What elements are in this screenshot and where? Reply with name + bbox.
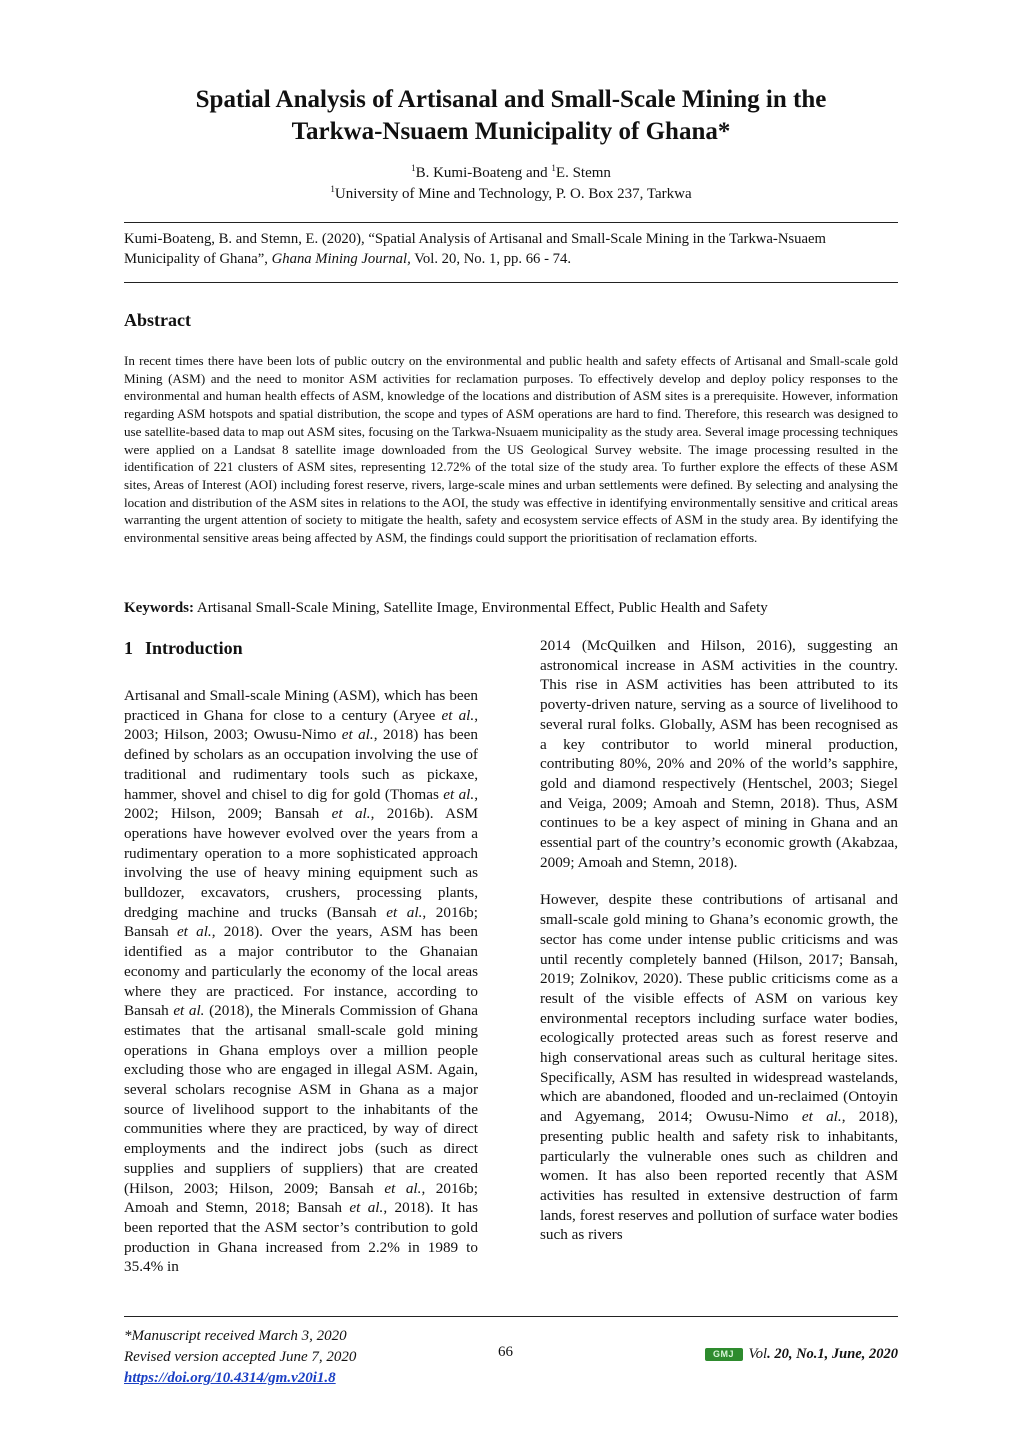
intro-paragraph-1: [124, 686, 478, 1277]
affiliation: University of Mine and Technology, P. O. Box 237, Tarkwa: [334, 186, 692, 202]
footer-divider: [124, 1316, 898, 1317]
citation-text: Kumi-Boateng, B. and Stemn, E. (2020), “Spatial Analysis of Artisanal and Small-Scale Mining in the Tarkwa-Nsuaem Municipality of Ghana”,: [124, 231, 826, 267]
intro-paragraph-3: [540, 890, 898, 1245]
italic-run: et al.: [341, 726, 374, 744]
author-block: [124, 163, 898, 205]
citation-journal: Ghana Mining Journal,: [271, 250, 411, 267]
text-run: , 2018), presenting public health and safety risk to inhabitants, particularly the vulnerable ones such as children and women. It has also been reported recently that ASM activities has resulted in extensive destruction of farm lands, forest reserves and pollution of surface water bodies such as rivers: [540, 1108, 898, 1244]
text-run: Artisanal and Small-scale Mining (ASM), which has been practiced in Ghana for close to a century (Aryee: [124, 687, 478, 724]
abstract-body: In recent times there have been lots of public outcry on the environmental and public health and safety effects of Artisanal and Small-scale gold Mining (ASM) and the need to monitor ASM activities for reclamation purposes. To effectively develop and deploy policy responses to the environmental and human health effects of ASM, knowledge of the locations and distribution of ASM sites is a prerequisite. However, information regarding ASM hotspots and spatial distribution, the scope and types of ASM operations are hard to find. Therefore, this research was designed to use satellite-based data to map out ASM sites, focusing on the Tarkwa-Nsuaem municipality as the study area. Several image processing techniques were applied on a Landsat 8 satellite image downloaded from the US Geological Survey website. The image processing resulted in the identification of 221 clusters of ASM sites, representing 12.72% of the total size of the study area. To further explore the effects of these ASM sites, Areas of Interest (AOI) including forest reserve, rivers, large-scale mines and urban settlements were defined. By selecting and analysing the location and distribution of the ASM sites in relations to the AOI, the study was effective in identifying environmentally sensitive and critical areas warranting the urgent attention of society to mitigate the health, safety and ecosystem service effects of ASM in the study area. By identifying the environmental sensitive areas being affected by ASM, the findings could support the prioritisation of reclamation efforts.: [124, 353, 898, 546]
affiliation-marker: 1: [330, 184, 335, 194]
volume-prefix: Vol: [748, 1346, 768, 1362]
affiliation-marker: 1: [411, 163, 416, 173]
page-number: 66: [498, 1344, 513, 1360]
title-line-1: Spatial Analysis of Artisanal and Small-Scale Mining in the: [195, 86, 827, 113]
italic-run: et al.: [801, 1108, 842, 1126]
italic-run: et al.: [331, 805, 371, 823]
abstract-heading: Abstract: [124, 310, 191, 330]
paper-title: [124, 84, 898, 148]
left-column: [124, 686, 478, 1277]
text-run: , 2018) has been defined by scholars as an occupation involving the use of traditional and rudimentary tools such as pickaxe, hammer, shovel and chisel to dig for gold (Thomas: [124, 726, 478, 803]
author-line: [124, 163, 898, 184]
italic-run: et al.: [349, 1199, 384, 1217]
text-run: , 2016b; Bansah: [124, 903, 478, 941]
title-line-2: Tarkwa-Nsuaem Municipality of Ghana*: [291, 118, 731, 145]
text-run: (2018), the Minerals Commission of Ghana estimates that the artisanal small-scale gold mining operations in Ghana employs over a million people excluding those who are engaged in illegal ASM. Again, several scholars recognise ASM in Ghana as a major source of livelihood support to the inhabitants of the communities where they are practiced, by way of direct employments and the indirect jobs (such as direct supplies and suppliers of suppliers) that are created (Hilson, 2003; Hilson, 2009; Bansah: [124, 1002, 478, 1197]
section-heading-introduction: [124, 638, 243, 659]
italic-run: et al.: [173, 1002, 205, 1020]
journal-logo-icon: GMJ: [705, 1348, 743, 1361]
citation-divider: [124, 282, 898, 283]
text-run: , 2018). Over the years, ASM has been identified as a major contributor to the Ghanaian economy and particularly the economy of the local areas where they are practiced. For instance, according to Bansah: [124, 923, 479, 1020]
italic-run: et al.: [443, 785, 475, 803]
italic-run: et al.: [441, 706, 475, 724]
author-1: B. Kumi-Boateng and: [415, 165, 552, 181]
text-run: , 2018). It has been reported that the ASM sector’s contribution to gold production in Ghana increased from 2.2% in 1989 to 35.4% in: [124, 1199, 478, 1276]
text-run: However, despite these contributions of artisanal and small-scale gold mining to Ghana’s economic growth, the sector has come under intense public criticisms and was until recently completely banned (Hilson, 2017; Bansah, 2019; Zolnikov, 2020). These public criticisms come as a result of the visible effects of ASM on various key environmental receptors including surface water bodies, ecologically protected areas such as forest reserve and high conservational areas such as cultural heritage sites. Specifically, ASM has resulted in widespread wastelands, which are abandoned, flooded and un-reclaimed (Ontoyin and Agyemang, 2014; Owusu-Nimo: [540, 891, 898, 1126]
right-column: [540, 636, 898, 1245]
keywords-text: Artisanal Small-Scale Mining, Satellite Image, Environmental Effect, Public Health and Safety: [194, 600, 768, 616]
citation-block: [124, 230, 898, 269]
affiliation-line: [124, 184, 898, 205]
footer-volume-info: [660, 1346, 898, 1363]
intro-paragraph-2: 2014 (McQuilken and Hilson, 2016), suggesting an astronomical increase in ASM activities in the country. This rise in ASM activities has been attributed to its poverty-driven nature, serving as a source of livelihood to several rural folks. Globally, ASM has been recognised as a key contributor to world mineral production, contributing 80%, 20% and 20% of the world’s sapphire, gold and diamond respectively (Hentschel, 2003; Siegel and Veiga, 2009; Amoah and Stemn, 2018). Thus, ASM continues to be a key aspect of mining in Ghana and an essential part of the country’s economic growth (Akabzaa, 2009; Amoah and Stemn, 2018).: [540, 637, 898, 871]
volume-info: . 20, No.1, June, 2020: [767, 1346, 898, 1362]
keywords-label: Keywords:: [124, 600, 194, 616]
section-number: 1: [124, 638, 133, 658]
italic-run: et al.: [386, 903, 423, 921]
author-2: E. Stemn: [555, 165, 611, 181]
text-run: , 2016b). ASM operations have however evolved over the years from a rudimentary operation to a more sophisticated approach involving the use of heavy mining equipment such as bulldozer, excavators, crushers, processing plants, dredging machine and trucks (Bansah: [124, 805, 478, 921]
text-run: , 2002; Hilson, 2009; Bansah: [124, 785, 478, 823]
italic-run: et al.: [176, 923, 212, 941]
revised-date: Revised version accepted June 7, 2020: [124, 1349, 357, 1365]
citation-volume: Vol. 20, No. 1, pp. 66 - 74.: [410, 250, 571, 267]
doi-link[interactable]: https://doi.org/10.4314/gm.v20i1.8: [124, 1370, 336, 1386]
top-divider: [124, 222, 898, 223]
affiliation-marker: 1: [551, 163, 556, 173]
section-title: Introduction: [145, 638, 243, 658]
italic-run: et al.: [384, 1179, 422, 1197]
footer-manuscript-info: [124, 1326, 356, 1389]
received-date: *Manuscript received March 3, 2020: [124, 1328, 347, 1344]
text-run: , 2003; Hilson, 2003; Owusu-Nimo: [124, 706, 478, 744]
text-run: , 2016b; Amoah and Stemn, 2018; Bansah: [124, 1179, 478, 1217]
keywords: [124, 598, 898, 618]
